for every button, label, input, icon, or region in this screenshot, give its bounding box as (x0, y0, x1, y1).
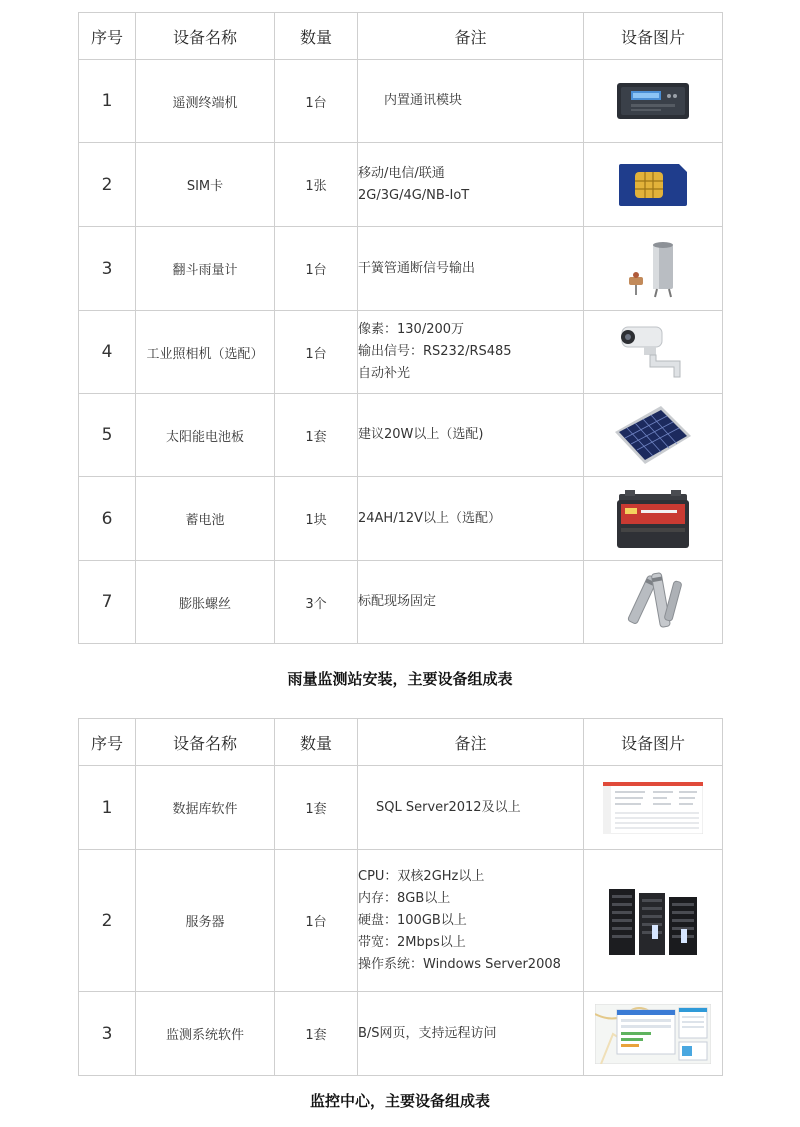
device-image-cell (584, 561, 723, 644)
device-remarks (358, 850, 584, 992)
row-number: 4 (79, 311, 136, 394)
battery-icon (613, 486, 693, 552)
device-name: 监测系统软件 (136, 992, 275, 1076)
equipment-table-rain-station (78, 12, 723, 644)
device-quantity: 1套 (275, 394, 358, 477)
header-device-name: 设备名称 (136, 13, 275, 60)
remark-line: SQL Server2012及以上 (376, 799, 521, 815)
table-row (79, 477, 723, 561)
device-quantity: 1台 (275, 227, 358, 311)
device-image-cell (584, 227, 723, 311)
remark-line: 移动/电信/联通 (358, 165, 445, 181)
table-caption-rain-station: 雨量监测站安装，主要设备组成表 (287, 670, 513, 688)
device-remarks (358, 311, 584, 394)
remark-line: CPU：双核2GHz以上 (358, 868, 485, 884)
device-quantity: 1套 (275, 992, 358, 1076)
device-remarks (358, 394, 584, 477)
remark-line: 输出信号：RS232/RS485 (358, 344, 512, 359)
device-name: 服务器 (136, 850, 275, 992)
header-no: 序号 (79, 719, 136, 766)
device-name: 工业照相机（选配） (136, 311, 275, 394)
table-caption-monitoring-center: 监控中心，主要设备组成表 (309, 1092, 490, 1110)
device-name: SIM卡 (136, 143, 275, 227)
header-remarks: 备注 (358, 719, 584, 766)
table-row (79, 60, 723, 143)
header-no: 序号 (79, 13, 136, 60)
remark-line: B/S网页，支持远程访问 (358, 1025, 497, 1041)
expansion-bolt-icon (623, 571, 683, 633)
device-quantity: 1台 (275, 60, 358, 143)
device-remarks (358, 766, 584, 850)
device-remarks (358, 561, 584, 644)
rain-gauge-icon (623, 239, 683, 299)
remark-line: 像素：130/200万 (358, 322, 465, 337)
device-image-cell (584, 766, 723, 850)
sim-card-icon (617, 162, 689, 208)
device-remarks (358, 143, 584, 227)
device-quantity: 1套 (275, 766, 358, 850)
device-quantity: 3个 (275, 561, 358, 644)
table-row (79, 227, 723, 311)
row-number: 1 (79, 60, 136, 143)
remark-line: 带宽：2Mbps以上 (358, 934, 466, 950)
server-rack-icon (607, 885, 699, 957)
table-row (79, 850, 723, 992)
device-remarks (358, 60, 584, 143)
device-remarks (358, 992, 584, 1076)
device-remarks (358, 477, 584, 561)
header-remarks: 备注 (358, 13, 584, 60)
device-name: 数据库软件 (136, 766, 275, 850)
device-name: 翻斗雨量计 (136, 227, 275, 311)
row-number: 2 (79, 143, 136, 227)
header-device-image: 设备图片 (584, 13, 723, 60)
remark-line: 建议20W以上（选配) (358, 427, 484, 442)
device-image-cell (584, 394, 723, 477)
device-image-cell (584, 311, 723, 394)
device-image-cell (584, 60, 723, 143)
remark-line: 自动补光 (358, 366, 411, 381)
row-number: 2 (79, 850, 136, 992)
remark-line: 标配现场固定 (358, 594, 437, 609)
header-device-name: 设备名称 (136, 719, 275, 766)
device-name: 遥测终端机 (136, 60, 275, 143)
device-image-cell (584, 850, 723, 992)
table-row (79, 394, 723, 477)
row-number: 5 (79, 394, 136, 477)
table-header-row (79, 719, 723, 766)
camera-icon (618, 321, 688, 383)
header-device-image: 设备图片 (584, 719, 723, 766)
device-quantity: 1块 (275, 477, 358, 561)
remark-line: 硬盘：100GB以上 (358, 912, 467, 928)
row-number: 3 (79, 992, 136, 1076)
row-number: 3 (79, 227, 136, 311)
device-remarks (358, 227, 584, 311)
device-name: 蓄电池 (136, 477, 275, 561)
device-name: 膨胀螺丝 (136, 561, 275, 644)
rtu-device-icon (615, 79, 691, 123)
device-image-cell (584, 992, 723, 1076)
table-row (79, 143, 723, 227)
device-quantity: 1台 (275, 850, 358, 992)
header-quantity: 数量 (275, 719, 358, 766)
remark-line: 操作系统：Windows Server2008 (358, 956, 561, 972)
remark-line: 2G/3G/4G/NB-IoT (358, 187, 470, 203)
database-screenshot-icon (603, 782, 703, 834)
row-number: 6 (79, 477, 136, 561)
table-row (79, 311, 723, 394)
table-row (79, 766, 723, 850)
table-row (79, 992, 723, 1076)
equipment-table-monitoring-center (78, 718, 723, 1076)
device-quantity: 1张 (275, 143, 358, 227)
header-quantity: 数量 (275, 13, 358, 60)
solar-panel-icon (611, 402, 695, 468)
row-number: 1 (79, 766, 136, 850)
device-image-cell (584, 143, 723, 227)
monitoring-software-icon (595, 1004, 711, 1064)
device-name: 太阳能电池板 (136, 394, 275, 477)
device-quantity: 1台 (275, 311, 358, 394)
row-number: 7 (79, 561, 136, 644)
remark-line: 内存：8GB以上 (358, 890, 451, 906)
table-row (79, 561, 723, 644)
remark-line: 内置通讯模块 (384, 93, 463, 108)
remark-line: 24AH/12V以上（选配） (358, 510, 502, 526)
table-header-row (79, 13, 723, 60)
device-image-cell (584, 477, 723, 561)
remark-line: 干簧管通断信号输出 (358, 260, 476, 276)
